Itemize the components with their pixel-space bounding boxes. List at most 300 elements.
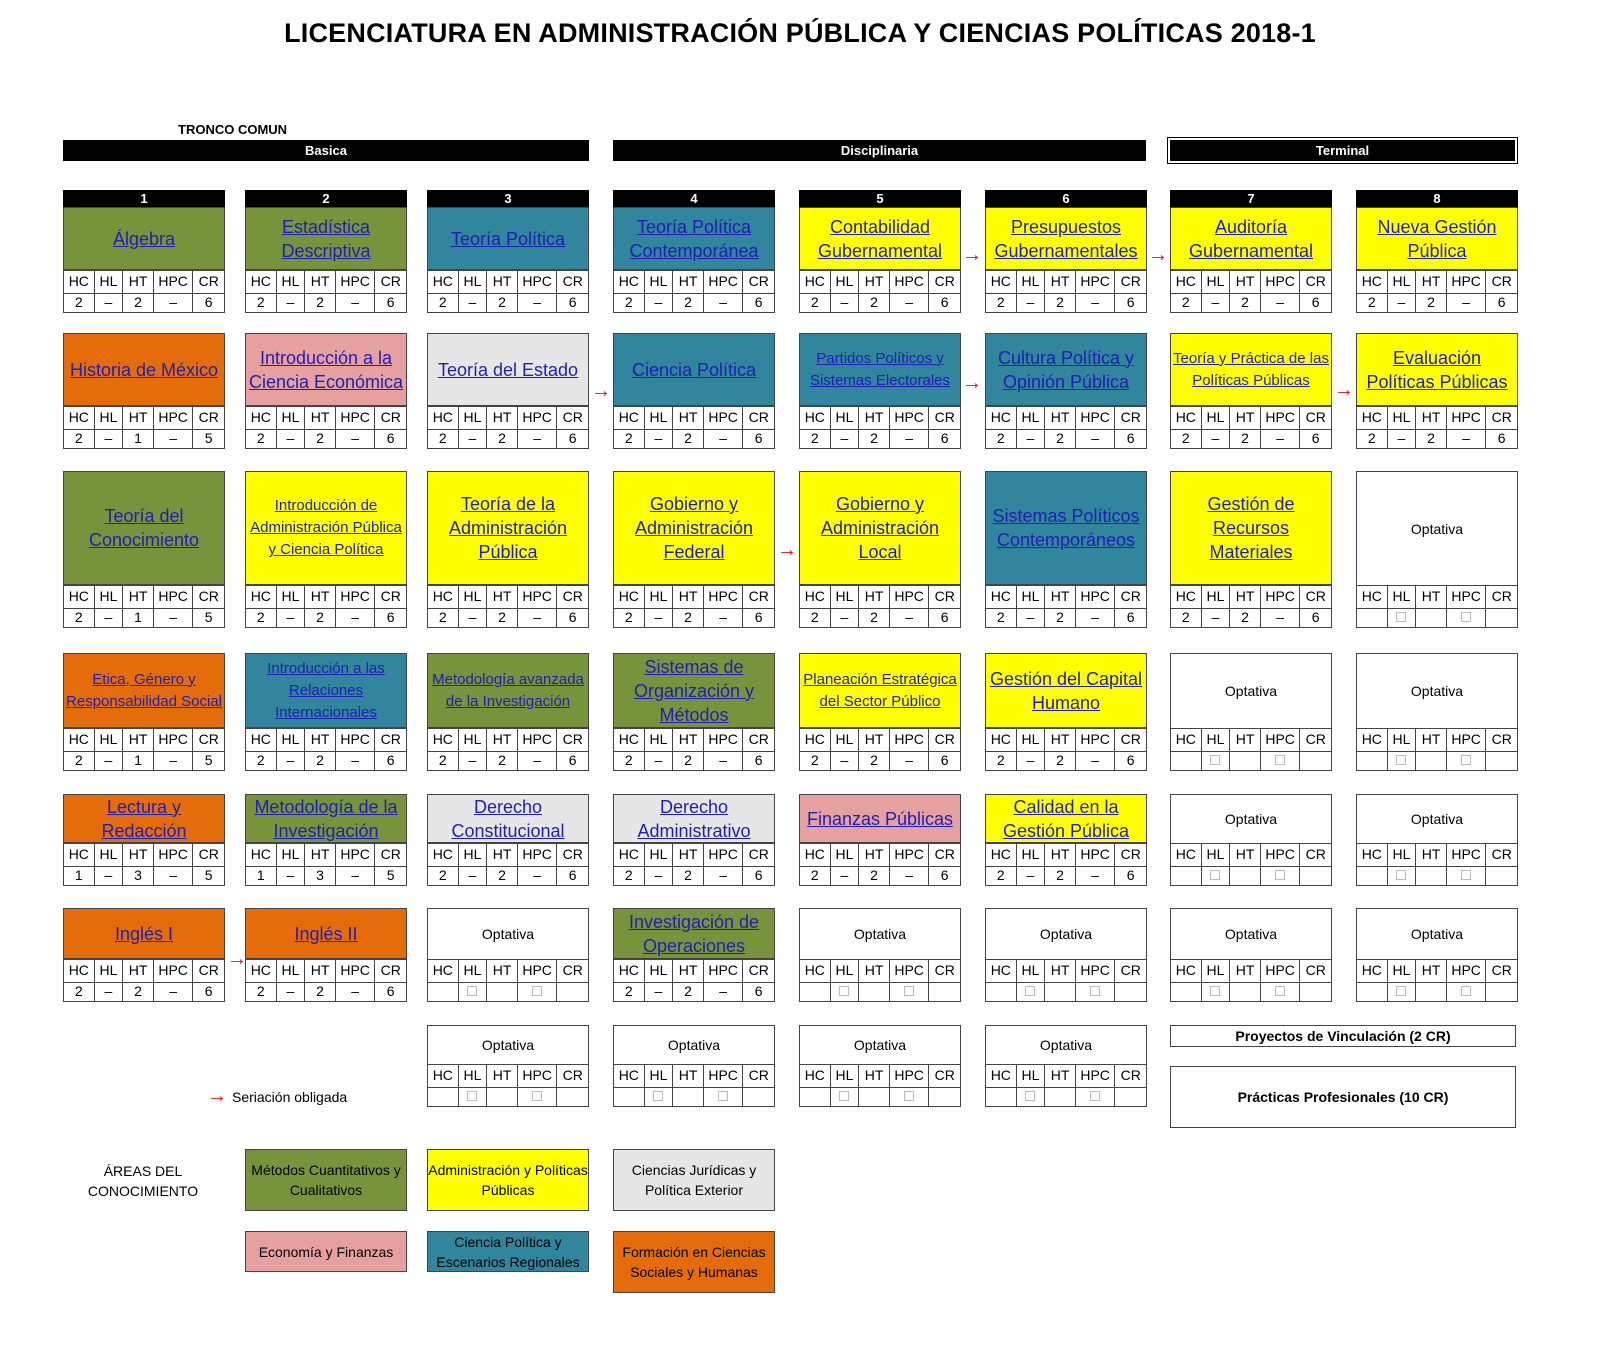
course-card[interactable] <box>1356 207 1518 313</box>
course-card[interactable] <box>245 908 407 1002</box>
hours-header-cell: HC <box>246 729 277 751</box>
course-card[interactable] <box>245 207 407 313</box>
hours-header-cell: HT <box>859 1065 890 1087</box>
hours-header-cell: HPC <box>1447 729 1487 751</box>
course-card[interactable] <box>427 794 589 886</box>
hours-header-cell: HL <box>831 844 860 866</box>
course-name-cell <box>428 472 588 585</box>
hours-header-cell: CR <box>1491 588 1512 604</box>
course-name-cell <box>614 1026 774 1064</box>
hours-header-row <box>614 585 774 609</box>
course-name-cell <box>614 208 774 270</box>
optativa-label: Optativa <box>1410 926 1464 942</box>
hours-header-cell: HL <box>645 271 674 293</box>
course-link[interactable]: Partidos Políticos y Sistemas Electorales <box>809 349 951 389</box>
empty-value-cell <box>1447 607 1487 628</box>
hours-value-cell: 2 <box>487 292 518 313</box>
hours-header-cell: HPC <box>704 271 744 293</box>
hours-header-cell: HPC <box>518 729 558 751</box>
hours-value-row <box>986 292 1146 313</box>
course-card[interactable] <box>799 333 961 449</box>
hours-header-cell: HPC <box>154 407 194 429</box>
hours-header-cell: HC <box>986 729 1017 751</box>
optativa-label: Optativa <box>1224 926 1278 942</box>
course-link[interactable]: Gestión de Recursos Materiales <box>1207 494 1295 562</box>
hours-header-row <box>986 585 1146 609</box>
hours-value-cell: 2 <box>1230 292 1261 313</box>
hours-value-row <box>428 607 588 628</box>
hours-value-cell: 6 <box>754 983 763 999</box>
hours-header-row <box>64 959 224 983</box>
hours-value-cell: 2 <box>800 750 831 771</box>
course-link[interactable]: Derecho Constitucional <box>451 796 565 841</box>
hours-value-row <box>614 981 774 1002</box>
course-name-cell <box>800 795 960 843</box>
hours-header-cell: HT <box>305 960 336 982</box>
course-link[interactable]: Cultura Política y Opinión Pública <box>997 347 1135 392</box>
hours-header-cell: CR <box>198 588 219 604</box>
hours-value-cell: – <box>277 865 306 886</box>
course-name-cell <box>614 472 774 585</box>
course-card[interactable] <box>245 653 407 771</box>
hours-value-cell: – <box>1076 292 1116 313</box>
empty-value-cell <box>1486 865 1517 886</box>
hours-value-cell: 6 <box>1126 430 1135 446</box>
hours-header-cell: HT <box>1416 407 1447 429</box>
hours-header-cell: HL <box>95 960 124 982</box>
course-link[interactable]: Historia de México <box>69 359 219 380</box>
empty-value-cell <box>831 981 860 1002</box>
empty-value-cell <box>890 981 930 1002</box>
hours-value-cell: – <box>1388 428 1417 449</box>
hours-value-cell: 2 <box>800 607 831 628</box>
course-link[interactable]: Inglés II <box>294 923 358 944</box>
course-link[interactable]: Teoría del Conocimiento <box>88 506 200 550</box>
hours-value-cell: – <box>518 292 558 313</box>
checkbox-icon <box>532 1091 542 1101</box>
hours-value-cell: 6 <box>204 294 213 310</box>
hours-header-cell: CR <box>1491 731 1512 747</box>
course-card[interactable] <box>1170 333 1332 449</box>
hours-value-cell: – <box>831 750 860 771</box>
hours-value-row <box>1171 607 1331 628</box>
course-card[interactable] <box>799 207 961 313</box>
hours-header-cell: CR <box>562 962 583 978</box>
empty-value-cell <box>518 981 558 1002</box>
course-card[interactable] <box>63 653 225 771</box>
hours-header-cell: HC <box>986 844 1017 866</box>
course-name-cell <box>800 472 960 585</box>
hours-header-row <box>428 728 588 752</box>
course-link[interactable]: Teoría y Práctica de las Políticas Públicas <box>1173 349 1329 389</box>
course-link[interactable]: Planeación Estratégica del Sector Público <box>803 670 957 710</box>
hours-value-cell: 2 <box>1416 292 1447 313</box>
optativa-label: Optativa <box>1224 683 1278 699</box>
course-link[interactable]: Metodología avanzada de la Investigación <box>432 670 584 710</box>
course-card[interactable] <box>427 653 589 771</box>
hours-header-cell: HPC <box>890 844 930 866</box>
empty-value-cell <box>645 1086 674 1107</box>
hours-header-cell: CR <box>562 588 583 604</box>
hours-value-cell: – <box>277 292 306 313</box>
course-link[interactable]: Teoría Política <box>450 228 566 249</box>
empty-value-cell <box>1300 750 1331 771</box>
hours-header-cell: CR <box>380 588 401 604</box>
optativa-slot <box>1356 471 1518 628</box>
hours-header-cell: HPC <box>154 271 194 293</box>
hours-value-cell: – <box>459 750 488 771</box>
hours-header-cell: HC <box>1357 960 1388 982</box>
course-link[interactable]: Gobierno y Administración Local <box>820 494 940 562</box>
hours-value-cell: – <box>518 428 558 449</box>
course-name-cell <box>246 472 406 585</box>
hours-value-cell: 2 <box>487 428 518 449</box>
hours-header-cell: HC <box>1357 844 1388 866</box>
hours-value-row <box>64 428 224 449</box>
hours-value-row <box>246 428 406 449</box>
course-link[interactable]: Ciencia Política <box>631 359 757 380</box>
hours-value-cell: – <box>831 607 860 628</box>
hours-value-row <box>428 750 588 771</box>
hours-value-row <box>800 1086 960 1107</box>
checkbox-icon <box>718 1091 728 1101</box>
hours-value-cell: 2 <box>673 292 704 313</box>
hours-value-cell: – <box>704 981 744 1002</box>
hours-header-cell: HC <box>800 586 831 608</box>
hours-header-cell: HT <box>1045 586 1076 608</box>
course-link[interactable]: Introducción de Administración Pública y Ciencia Política <box>250 497 402 558</box>
hours-header-cell: HPC <box>890 407 930 429</box>
hours-header-cell: HC <box>800 960 831 982</box>
hours-header-cell: HPC <box>890 586 930 608</box>
hours-header-cell: HPC <box>518 844 558 866</box>
hours-header-cell: HL <box>1017 271 1046 293</box>
hours-header-cell: HL <box>645 407 674 429</box>
hours-header-cell: CR <box>562 409 583 425</box>
hours-value-row <box>614 865 774 886</box>
course-card[interactable] <box>613 794 775 886</box>
hours-value-cell: – <box>336 981 376 1002</box>
empty-value-cell <box>1171 750 1202 771</box>
course-link[interactable]: Nueva Gestión Pública <box>1377 216 1497 261</box>
hours-header-cell: CR <box>380 846 401 862</box>
course-card[interactable] <box>613 653 775 771</box>
course-card[interactable] <box>63 207 225 313</box>
hours-value-row <box>614 1086 774 1107</box>
hours-header-cell: CR <box>934 588 955 604</box>
hours-value-row <box>246 865 406 886</box>
course-name-cell <box>1357 654 1517 728</box>
hours-value-cell: – <box>336 607 376 628</box>
hours-value-cell: 2 <box>305 750 336 771</box>
arrow-icon: → <box>207 1085 227 1107</box>
hours-header-row <box>800 843 960 867</box>
empty-value-cell <box>1388 981 1417 1002</box>
hours-header-cell: HT <box>1230 729 1261 751</box>
hours-header-cell: HT <box>1045 729 1076 751</box>
hours-value-cell: – <box>831 292 860 313</box>
optativa-label: Optativa <box>1039 926 1093 942</box>
empty-value-cell <box>986 981 1017 1002</box>
hours-header-cell: HT <box>487 586 518 608</box>
course-card[interactable] <box>1356 333 1518 449</box>
hours-header-cell: HC <box>428 844 459 866</box>
course-name-cell <box>1357 909 1517 959</box>
hours-header-cell: HC <box>64 729 95 751</box>
hours-header-cell: HC <box>800 1065 831 1087</box>
hours-header-row <box>800 406 960 430</box>
hours-header-cell: CR <box>1305 409 1326 425</box>
hours-header-cell: CR <box>1491 846 1512 862</box>
course-link[interactable]: Evaluación Políticas Públicas <box>1366 347 1508 392</box>
course-card[interactable] <box>613 471 775 628</box>
course-link[interactable]: Calidad en la Gestión Pública <box>1002 796 1130 841</box>
empty-value-cell <box>557 981 588 1002</box>
checkbox-icon <box>1461 612 1471 622</box>
hours-header-cell: HT <box>673 960 704 982</box>
hours-header-cell: HT <box>1045 844 1076 866</box>
course-name-cell <box>64 909 224 959</box>
hours-value-cell: 2 <box>673 428 704 449</box>
hours-value-row <box>800 865 960 886</box>
course-card[interactable] <box>1170 471 1332 628</box>
hours-value-cell: – <box>277 428 306 449</box>
empty-value-cell <box>800 1086 831 1107</box>
course-link[interactable]: Gestión del Capital Humano <box>989 668 1143 713</box>
course-link[interactable]: Lectura y Redacción <box>101 796 187 841</box>
area-legend-box: Ciencias Jurídicas y Política Exterior <box>613 1149 775 1211</box>
area-legend-box: Ciencia Política y Escenarios Regionales <box>427 1231 589 1272</box>
hours-header-cell: HL <box>1017 1065 1046 1087</box>
hours-header-cell: CR <box>1120 588 1141 604</box>
course-name-cell <box>1357 208 1517 270</box>
hours-value-cell: 2 <box>246 750 277 771</box>
course-card[interactable] <box>799 794 961 886</box>
course-link[interactable]: Estadística Descriptiva <box>281 216 371 261</box>
hours-header-row <box>428 585 588 609</box>
course-link[interactable]: Teoría Política Contemporánea <box>629 216 759 261</box>
empty-value-cell <box>1076 981 1116 1002</box>
hours-header-cell: HC <box>64 844 95 866</box>
hours-value-cell: 2 <box>487 865 518 886</box>
course-card[interactable] <box>1170 207 1332 313</box>
hours-value-cell: – <box>336 865 376 886</box>
hours-value-cell: – <box>890 428 930 449</box>
hours-header-cell: CR <box>934 846 955 862</box>
course-link[interactable]: Metodología de la Investigación <box>254 796 398 841</box>
course-link[interactable]: Inglés I <box>114 923 174 944</box>
hours-value-cell: – <box>154 750 194 771</box>
course-card[interactable] <box>613 207 775 313</box>
empty-value-cell <box>428 1086 459 1107</box>
hours-value-cell: – <box>645 750 674 771</box>
hours-header-cell: HPC <box>1447 271 1487 293</box>
hours-value-row <box>428 1086 588 1107</box>
hours-header-cell: HT <box>673 1065 704 1087</box>
optativa-slot <box>985 1025 1147 1107</box>
hours-header-cell: HC <box>428 407 459 429</box>
course-link[interactable]: Gobierno y Administración Federal <box>634 494 754 562</box>
hours-header-cell: HL <box>645 729 674 751</box>
hours-header-cell: HL <box>277 586 306 608</box>
hours-value-cell: – <box>95 607 124 628</box>
course-card[interactable] <box>63 471 225 628</box>
course-link[interactable]: Derecho Administrativo <box>637 796 751 841</box>
checkbox-icon <box>1025 986 1035 996</box>
hours-header-cell: HL <box>1202 844 1231 866</box>
hours-header-cell: HC <box>1357 407 1388 429</box>
hours-value-cell: 2 <box>123 981 154 1002</box>
course-card[interactable] <box>427 471 589 628</box>
course-link[interactable]: Introducción a la Ciencia Económica <box>248 347 404 392</box>
semester-header: 5 <box>799 190 961 208</box>
hours-header-cell: CR <box>748 588 769 604</box>
hours-header-cell: HL <box>277 844 306 866</box>
hours-value-cell: 6 <box>568 867 577 883</box>
hours-header-row <box>1357 585 1517 609</box>
hours-header-cell: HC <box>614 729 645 751</box>
hours-header-row <box>1171 585 1331 609</box>
hours-header-cell: CR <box>380 731 401 747</box>
course-card[interactable] <box>245 471 407 628</box>
course-name-cell <box>64 654 224 728</box>
hours-header-cell: CR <box>1120 731 1141 747</box>
hours-header-cell: CR <box>748 962 769 978</box>
hours-value-cell: – <box>1017 607 1046 628</box>
hours-header-cell: HC <box>1171 844 1202 866</box>
hours-header-cell: HC <box>800 729 831 751</box>
course-link[interactable]: Sistemas Políticos Contemporáneos <box>992 506 1140 550</box>
hours-value-cell: – <box>1076 607 1116 628</box>
hours-header-cell: HL <box>1017 960 1046 982</box>
optativa-label: Optativa <box>1410 811 1464 827</box>
hours-header-cell: CR <box>934 962 955 978</box>
hours-value-row <box>246 981 406 1002</box>
hours-header-cell: HL <box>95 586 124 608</box>
hours-header-cell: HL <box>1202 586 1231 608</box>
hours-value-cell: 6 <box>940 294 949 310</box>
empty-value-cell <box>831 1086 860 1107</box>
hours-value-cell: 6 <box>754 294 763 310</box>
optativa-label: Optativa <box>481 1037 535 1053</box>
hours-value-row <box>800 428 960 449</box>
course-card[interactable] <box>985 471 1147 628</box>
hours-header-cell: HC <box>246 960 277 982</box>
hours-header-cell: HT <box>859 271 890 293</box>
hours-value-row <box>1171 428 1331 449</box>
hours-value-cell: – <box>704 292 744 313</box>
hours-header-cell: CR <box>1305 588 1326 604</box>
hours-header-cell: HT <box>1045 271 1076 293</box>
hours-header-cell: HT <box>1416 729 1447 751</box>
course-link[interactable]: Presupuestos Gubernamentales <box>994 216 1138 261</box>
course-card[interactable] <box>985 653 1147 771</box>
course-name-cell <box>800 654 960 728</box>
hours-header-cell: HT <box>1416 844 1447 866</box>
empty-value-cell <box>1261 865 1301 886</box>
arrow-icon: → <box>1148 244 1168 266</box>
course-link[interactable]: Investigación de Operaciones <box>628 911 760 956</box>
hours-header-cell: HPC <box>890 960 930 982</box>
hours-header-cell: HL <box>459 960 488 982</box>
course-link[interactable]: Finanzas Públicas <box>806 808 954 829</box>
hours-header-cell: HL <box>95 729 124 751</box>
hours-header-cell: HPC <box>336 729 376 751</box>
hours-header-row <box>614 270 774 294</box>
course-link[interactable]: Introducción a las Relaciones Internacionales <box>267 659 385 721</box>
hours-header-row <box>1171 406 1331 430</box>
checkbox-icon <box>904 986 914 996</box>
hours-value-cell: – <box>459 292 488 313</box>
course-card[interactable] <box>245 794 407 886</box>
course-card[interactable] <box>427 333 589 449</box>
course-card[interactable] <box>63 333 225 449</box>
hours-header-cell: HPC <box>1076 844 1116 866</box>
hours-header-cell: HT <box>1416 960 1447 982</box>
hours-header-cell: CR <box>748 1067 769 1083</box>
course-name-cell <box>800 208 960 270</box>
section-basica: Basica <box>63 140 589 161</box>
course-name-cell <box>428 334 588 406</box>
hours-header-cell: HPC <box>1076 271 1116 293</box>
hours-header-row <box>800 728 960 752</box>
course-link[interactable]: Etica, Género y Responsabilidad Social <box>66 670 222 710</box>
hours-value-cell: – <box>890 865 930 886</box>
hours-value-row <box>1357 292 1517 313</box>
hours-header-cell: CR <box>934 409 955 425</box>
hours-value-cell: 2 <box>64 750 95 771</box>
optativa-slot <box>1356 794 1518 886</box>
course-link[interactable]: Teoría del Estado <box>437 359 579 380</box>
course-card[interactable] <box>63 908 225 1002</box>
course-link[interactable]: Teoría de la Administración Pública <box>448 494 568 562</box>
hours-header-row <box>428 406 588 430</box>
course-card[interactable] <box>245 333 407 449</box>
course-link[interactable]: Álgebra <box>112 228 176 249</box>
hours-value-row <box>614 607 774 628</box>
hours-value-cell: – <box>1447 292 1487 313</box>
hours-header-cell: HPC <box>1261 844 1301 866</box>
course-card[interactable] <box>799 471 961 628</box>
course-card[interactable] <box>613 908 775 1002</box>
hours-value-row <box>986 981 1146 1002</box>
hours-header-row <box>1357 959 1517 983</box>
hours-header-cell: HL <box>1388 960 1417 982</box>
hours-header-cell: HL <box>1017 729 1046 751</box>
hours-value-row <box>64 607 224 628</box>
hours-header-cell: HC <box>614 407 645 429</box>
checkbox-icon <box>1396 755 1406 765</box>
course-card[interactable] <box>985 207 1147 313</box>
hours-header-cell: HL <box>277 729 306 751</box>
hours-header-cell: HL <box>95 844 124 866</box>
course-card[interactable] <box>799 653 961 771</box>
course-link[interactable]: Contabilidad Gubernamental <box>817 216 943 261</box>
course-card[interactable] <box>63 794 225 886</box>
hours-value-cell: 6 <box>568 294 577 310</box>
course-card[interactable] <box>985 333 1147 449</box>
course-card[interactable] <box>613 333 775 449</box>
semester-header: 7 <box>1170 190 1332 208</box>
hours-header-cell: HT <box>487 1065 518 1087</box>
course-card[interactable] <box>427 207 589 313</box>
hours-value-cell: 2 <box>64 428 95 449</box>
course-link[interactable]: Sistemas de Organización y Métodos <box>633 656 755 725</box>
hours-value-cell: – <box>95 428 124 449</box>
course-link[interactable]: Auditoría Gubernamental <box>1188 216 1314 261</box>
hours-value-cell: 2 <box>859 292 890 313</box>
course-card[interactable] <box>985 794 1147 886</box>
